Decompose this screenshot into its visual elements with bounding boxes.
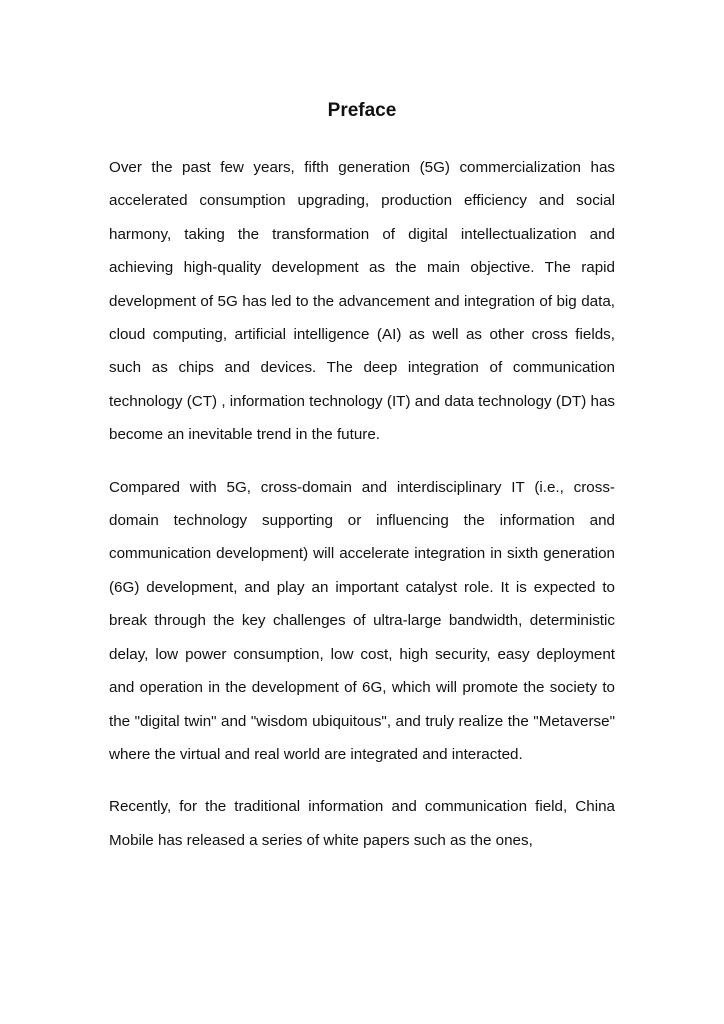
paragraph-2: Compared with 5G, cross-domain and interdisciplinary IT (i.e., cross-domain technology supporting or influencing the information and communication development) will accelerate integration in sixth generation (6G) development, and play an important catalyst role. It is expected to break through the key challenges of ultra-large bandwidth, deterministic delay, low power consumption, low cost, high security, easy deployment and operation in the development of 6G, which will promote the society to the "digital twin" and "wisdom ubiquitous", and truly realize the "Metaverse" where the virtual and real world are integrated and interacted. [109, 478, 615, 763]
paragraph-3: Recently, for the traditional information and communication field, China Mobile has released a series of white papers such as the ones, [109, 798, 615, 849]
paragraph-1: Over the past few years, fifth generation (5G) commercialization has accelerated consumption upgrading, production efficiency and social harmony, taking the transformation of digital intellectualization and achieving high-quality development as the main objective. The rapid development of 5G has led to the advancement and integration of big data, cloud computing, artificial intelligence (AI) as well as other cross fields, such as chips and devices. The deep integration of communication technology (CT) , information technology (IT) and data technology (DT) has become an inevitable trend in the future. [109, 159, 615, 444]
body-text [109, 151, 615, 876]
page-title: Preface [327, 100, 397, 121]
